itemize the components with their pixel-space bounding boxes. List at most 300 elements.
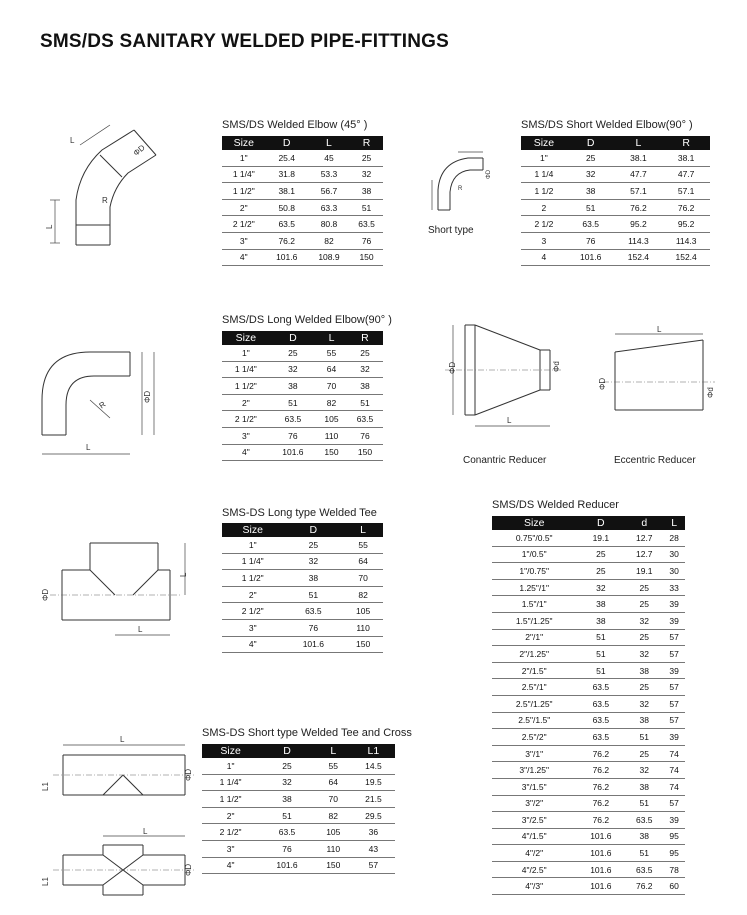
table-cell: 70 xyxy=(343,570,383,587)
table-cell: 38 xyxy=(576,596,625,613)
table-cell: 57 xyxy=(663,712,685,729)
table-cell: 32 xyxy=(284,553,344,570)
table-row xyxy=(492,563,685,580)
table-cell: 76.2 xyxy=(576,762,625,779)
long90-L-label: L xyxy=(86,443,91,452)
table-cell: 1" xyxy=(202,758,259,774)
table-cell: 110 xyxy=(343,619,383,636)
table-cell: 51 xyxy=(576,629,625,646)
table-cell: 63.5 xyxy=(350,216,383,233)
table-row xyxy=(222,636,383,653)
table-row xyxy=(222,570,383,587)
table-cell: 25.4 xyxy=(266,150,308,166)
table-cell: 63.5 xyxy=(347,411,383,428)
table-cell: 63.5 xyxy=(625,861,663,878)
table-cell: 95.2 xyxy=(662,216,710,233)
table-cell: 51 xyxy=(350,199,383,216)
table-title-short-tee: SMS-DS Short type Welded Tee and Cross xyxy=(202,727,412,739)
table-cell: 30 xyxy=(663,563,685,580)
table-row xyxy=(492,861,685,878)
table-cell: 150 xyxy=(315,857,352,874)
table-cell: 2 1/2" xyxy=(222,603,284,620)
table-row xyxy=(492,712,685,729)
table-cell: 38.1 xyxy=(266,183,308,200)
table-row xyxy=(222,537,383,553)
column-header: Size xyxy=(521,136,567,150)
table-cell: 2" xyxy=(202,807,259,824)
short-tee-table xyxy=(202,744,395,874)
concentric-L-label: L xyxy=(507,416,512,425)
table-header-row xyxy=(222,136,383,150)
table-cell: 1 1/4" xyxy=(202,774,259,791)
table-cell: 110 xyxy=(315,840,352,857)
table-row xyxy=(202,857,395,874)
table-row xyxy=(492,662,685,679)
table-cell: 38 xyxy=(567,183,615,200)
table-cell: 63.5 xyxy=(266,216,308,233)
elbow45-L-label: L xyxy=(45,224,54,229)
table-cell: 76 xyxy=(347,427,383,444)
table-row xyxy=(222,166,383,183)
table-cell: 19.1 xyxy=(576,530,625,546)
table-cell: 32 xyxy=(567,166,615,183)
table-cell: 76 xyxy=(567,232,615,249)
table-cell: 76.2 xyxy=(576,812,625,829)
table-cell: 55 xyxy=(316,345,347,361)
table-cell: 32 xyxy=(625,646,663,663)
table-cell: 1.5"/1" xyxy=(492,596,576,613)
table-cell: 32 xyxy=(625,695,663,712)
table-cell: 105 xyxy=(316,411,347,428)
table-cell: 53.3 xyxy=(308,166,350,183)
column-header: L xyxy=(308,136,350,150)
column-header: D xyxy=(270,331,316,345)
table-cell: 39 xyxy=(663,812,685,829)
table-row xyxy=(222,553,383,570)
table-cell: 51 xyxy=(625,795,663,812)
table-cell: 38 xyxy=(350,183,383,200)
table-cell: 1 1/4 xyxy=(521,166,567,183)
table-cell: 3 xyxy=(521,232,567,249)
table-header-row xyxy=(492,516,685,530)
table-cell: 1 1/2" xyxy=(222,570,284,587)
table-cell: 63.5 xyxy=(625,812,663,829)
table-row xyxy=(492,729,685,746)
table-cell: 82 xyxy=(315,807,352,824)
table-cell: 2"/1.25" xyxy=(492,646,576,663)
table-cell: 1.5"/1.25" xyxy=(492,612,576,629)
table-cell: 1" xyxy=(222,537,284,553)
table-cell: 1" xyxy=(222,345,270,361)
column-header: Size xyxy=(222,331,270,345)
table-cell: 51 xyxy=(567,199,615,216)
table-row xyxy=(521,166,710,183)
column-header: L xyxy=(615,136,663,150)
table-cell: 39 xyxy=(663,612,685,629)
table-cell: 1 1/2" xyxy=(222,378,270,395)
table-cell: 150 xyxy=(347,444,383,461)
table-cell: 3"/2" xyxy=(492,795,576,812)
table-cell: 76 xyxy=(284,619,344,636)
table-row xyxy=(492,878,685,895)
table-cell: 150 xyxy=(316,444,347,461)
table-cell: 2" xyxy=(222,199,266,216)
table-title-long-elbow-90: SMS/DS Long Welded Elbow(90° ) xyxy=(222,314,392,326)
column-header: D xyxy=(576,516,625,530)
column-header: d xyxy=(625,516,663,530)
table-cell: 76 xyxy=(259,840,315,857)
table-cell: 64 xyxy=(316,361,347,378)
concentric-D-label: ΦD xyxy=(448,361,457,374)
column-header: L xyxy=(316,331,347,345)
table-cell: 76.2 xyxy=(625,878,663,895)
table-cell: 51 xyxy=(270,394,316,411)
caption-short-type: Short type xyxy=(428,225,474,236)
table-cell: 3"/1.5" xyxy=(492,778,576,795)
column-header: D xyxy=(284,523,344,537)
table-row xyxy=(222,199,383,216)
table-cell: 38 xyxy=(270,378,316,395)
longtee-D-label: ΦD xyxy=(41,588,50,601)
table-cell: 63.5 xyxy=(576,712,625,729)
table-row xyxy=(492,612,685,629)
table-cell: 3"/1.25" xyxy=(492,762,576,779)
table-cell: 114.3 xyxy=(662,232,710,249)
table-cell: 47.7 xyxy=(615,166,663,183)
table-cell: 4" xyxy=(222,636,284,653)
table-cell: 76.2 xyxy=(266,232,308,249)
concentric-d-label: Φd xyxy=(552,361,561,372)
table-row xyxy=(492,845,685,862)
table-cell: 60 xyxy=(663,878,685,895)
table-cell: 101.6 xyxy=(576,845,625,862)
table-cell: 110 xyxy=(316,427,347,444)
table-cell: 3" xyxy=(202,840,259,857)
table-cell: 4" xyxy=(222,444,270,461)
column-header: Size xyxy=(492,516,576,530)
eccentric-d-label: Φd xyxy=(706,387,715,398)
short90-R-label: R xyxy=(458,186,463,192)
table-cell: 74 xyxy=(663,762,685,779)
table-row xyxy=(202,774,395,791)
table-cell: 51 xyxy=(347,394,383,411)
table-cell: 38.1 xyxy=(615,150,663,166)
table-cell: 4"/1.5" xyxy=(492,828,576,845)
table-title-long-tee: SMS-DS Long type Welded Tee xyxy=(222,507,377,519)
table-cell: 76.2 xyxy=(662,199,710,216)
table-cell: 95 xyxy=(663,845,685,862)
table-cell: 101.6 xyxy=(266,249,308,266)
table-row xyxy=(222,378,383,395)
table-cell: 76.2 xyxy=(615,199,663,216)
table-cell: 2 1/2" xyxy=(222,216,266,233)
table-cell: 4"/2" xyxy=(492,845,576,862)
table-cell: 63.5 xyxy=(567,216,615,233)
table-cell: 32 xyxy=(576,579,625,596)
column-header: R xyxy=(347,331,383,345)
table-cell: 82 xyxy=(316,394,347,411)
table-cell: 55 xyxy=(315,758,352,774)
table-cell: 63.5 xyxy=(284,603,344,620)
table-cell: 25 xyxy=(625,579,663,596)
table-cell: 14.5 xyxy=(352,758,395,774)
table-row xyxy=(521,183,710,200)
table-cell: 38 xyxy=(576,612,625,629)
table-title-reducer: SMS/DS Welded Reducer xyxy=(492,499,619,511)
table-cell: 64 xyxy=(315,774,352,791)
table-cell: 51 xyxy=(576,646,625,663)
table-row xyxy=(222,232,383,249)
table-cell: 2" xyxy=(222,586,284,603)
column-header: L xyxy=(663,516,685,530)
elbow45-R-label: R xyxy=(102,196,108,205)
reducer-table xyxy=(492,516,685,895)
table-cell: 95.2 xyxy=(615,216,663,233)
shorttee-L1-label: L1 xyxy=(41,782,50,791)
table-row xyxy=(492,596,685,613)
column-header: R xyxy=(350,136,383,150)
table-row xyxy=(222,619,383,636)
column-header: Size xyxy=(222,136,266,150)
table-row xyxy=(492,646,685,663)
table-cell: 25 xyxy=(259,758,315,774)
table-cell: 2" xyxy=(222,394,270,411)
table-cell: 70 xyxy=(316,378,347,395)
table-row xyxy=(492,546,685,563)
table-cell: 0.75"/0.5" xyxy=(492,530,576,546)
table-cell: 38 xyxy=(284,570,344,587)
table-cell: 25 xyxy=(625,745,663,762)
table-cell: 4"/2.5" xyxy=(492,861,576,878)
table-cell: 108.9 xyxy=(308,249,350,266)
table-cell: 2"/1" xyxy=(492,629,576,646)
table-cell: 1 1/2 xyxy=(521,183,567,200)
table-cell: 2 xyxy=(521,199,567,216)
table-cell: 57 xyxy=(352,857,395,874)
table-cell: 63.5 xyxy=(576,729,625,746)
long-tee-drawing xyxy=(40,535,195,640)
elbow45-D-label: ΦD xyxy=(131,143,147,158)
table-cell: 152.4 xyxy=(615,249,663,266)
table-cell: 30 xyxy=(663,546,685,563)
concentric-reducer-drawing xyxy=(445,320,565,435)
table-header-row xyxy=(202,744,395,758)
table-cell: 25 xyxy=(625,679,663,696)
table-row xyxy=(222,603,383,620)
table-cell: 101.6 xyxy=(576,861,625,878)
table-cell: 57 xyxy=(663,629,685,646)
table-cell: 32 xyxy=(625,612,663,629)
table-cell: 2.5"/1.25" xyxy=(492,695,576,712)
table-cell: 25 xyxy=(567,150,615,166)
table-row xyxy=(492,745,685,762)
table-cell: 51 xyxy=(625,845,663,862)
table-cell: 70 xyxy=(315,791,352,808)
table-cell: 38 xyxy=(347,378,383,395)
table-cell: 2.5"/1" xyxy=(492,679,576,696)
table-cell: 21.5 xyxy=(352,791,395,808)
eccentric-L-label: L xyxy=(657,325,662,334)
table-cell: 19.5 xyxy=(352,774,395,791)
longtee-L-label: L xyxy=(179,572,188,577)
table-cell: 101.6 xyxy=(259,857,315,874)
long-tee-table xyxy=(222,523,383,653)
table-row xyxy=(202,791,395,808)
table-row xyxy=(222,345,383,361)
table-cell: 25 xyxy=(350,150,383,166)
short-tee-drawing xyxy=(35,735,195,805)
table-cell: 63.5 xyxy=(259,824,315,841)
table-cell: 1 1/2" xyxy=(202,791,259,808)
table-cell: 150 xyxy=(343,636,383,653)
cross-drawing xyxy=(35,827,195,900)
table-cell: 1" xyxy=(521,150,567,166)
table-cell: 2 1/2 xyxy=(521,216,567,233)
table-cell: 95 xyxy=(663,828,685,845)
column-header: R xyxy=(662,136,710,150)
long-elbow-90-drawing xyxy=(30,340,170,460)
table-cell: 57.1 xyxy=(662,183,710,200)
shorttee-L-label: L xyxy=(120,735,125,744)
table-cell: 63.5 xyxy=(576,679,625,696)
table-cell: 63.3 xyxy=(308,199,350,216)
table-cell: 74 xyxy=(663,745,685,762)
table-cell: 101.6 xyxy=(270,444,316,461)
long-elbow-90-table xyxy=(222,331,383,461)
table-cell: 76.2 xyxy=(576,745,625,762)
table-cell: 114.3 xyxy=(615,232,663,249)
table-cell: 4" xyxy=(222,249,266,266)
table-cell: 2.5"/2" xyxy=(492,729,576,746)
table-row xyxy=(521,199,710,216)
table-cell: 32 xyxy=(350,166,383,183)
table-row xyxy=(222,394,383,411)
table-cell: 101.6 xyxy=(576,828,625,845)
table-cell: 76.2 xyxy=(576,795,625,812)
table-row xyxy=(492,695,685,712)
long90-R-label: R xyxy=(97,399,108,411)
table-cell: 38 xyxy=(625,662,663,679)
table-cell: 36 xyxy=(352,824,395,841)
table-cell: 150 xyxy=(350,249,383,266)
cross-L-label: L xyxy=(143,827,148,836)
table-cell: 64 xyxy=(343,553,383,570)
table-row xyxy=(202,807,395,824)
table-cell: 152.4 xyxy=(662,249,710,266)
table-cell: 1"/0.75" xyxy=(492,563,576,580)
caption-eccentric-reducer: Eccentric Reducer xyxy=(614,455,696,466)
table-cell: 32 xyxy=(270,361,316,378)
table-row xyxy=(492,778,685,795)
table-row xyxy=(492,530,685,546)
caption-concentric-reducer: Conantric Reducer xyxy=(463,455,547,466)
table-row xyxy=(492,828,685,845)
table-cell: 57 xyxy=(663,679,685,696)
table-row xyxy=(202,840,395,857)
table-cell: 105 xyxy=(343,603,383,620)
short90-D-label: ΦD xyxy=(486,169,492,179)
table-cell: 76.2 xyxy=(576,778,625,795)
table-cell: 38 xyxy=(625,828,663,845)
table-cell: 76 xyxy=(270,427,316,444)
table-cell: 28 xyxy=(663,530,685,546)
table-cell: 51 xyxy=(625,729,663,746)
table-cell: 76 xyxy=(350,232,383,249)
table-cell: 56.7 xyxy=(308,183,350,200)
table-cell: 2 1/2" xyxy=(222,411,270,428)
shorttee-D-label: ΦD xyxy=(184,768,193,781)
table-cell: 39 xyxy=(663,662,685,679)
table-cell: 32 xyxy=(625,762,663,779)
table-cell: 4 xyxy=(521,249,567,266)
table-cell: 78 xyxy=(663,861,685,878)
table-cell: 25 xyxy=(576,546,625,563)
column-header: L1 xyxy=(352,744,395,758)
table-cell: 25 xyxy=(270,345,316,361)
table-cell: 63.5 xyxy=(270,411,316,428)
table-cell: 101.6 xyxy=(576,878,625,895)
table-cell: 19.1 xyxy=(625,563,663,580)
column-header: L xyxy=(343,523,383,537)
table-row xyxy=(222,444,383,461)
short-elbow-90-table xyxy=(521,136,710,266)
table-cell: 51 xyxy=(576,662,625,679)
table-cell: 39 xyxy=(663,729,685,746)
table-row xyxy=(202,824,395,841)
table-row xyxy=(492,679,685,696)
table-row xyxy=(222,361,383,378)
elbow-45-drawing xyxy=(40,125,170,255)
table-cell: 1 1/4" xyxy=(222,166,266,183)
table-cell: 55 xyxy=(343,537,383,553)
eccentric-D-label: ΦD xyxy=(598,377,607,390)
column-header: D xyxy=(259,744,315,758)
column-header: L xyxy=(315,744,352,758)
table-row xyxy=(222,411,383,428)
table-cell: 39 xyxy=(663,596,685,613)
page-title: SMS/DS SANITARY WELDED PIPE-FITTINGS xyxy=(40,31,450,52)
table-cell: 33 xyxy=(663,579,685,596)
table-cell: 3"/1" xyxy=(492,745,576,762)
longtee-L2-label: L xyxy=(138,625,143,634)
short-elbow-90-drawing xyxy=(428,150,493,220)
table-cell: 32 xyxy=(347,361,383,378)
table-cell: 1 1/4" xyxy=(222,361,270,378)
table-cell: 101.6 xyxy=(284,636,344,653)
column-header: Size xyxy=(202,744,259,758)
table-cell: 3" xyxy=(222,619,284,636)
table-cell: 57.1 xyxy=(615,183,663,200)
table-row xyxy=(521,150,710,166)
column-header: Size xyxy=(222,523,284,537)
table-row xyxy=(202,758,395,774)
table-cell: 57 xyxy=(663,695,685,712)
table-cell: 4" xyxy=(202,857,259,874)
table-title-elbow-45: SMS/DS Welded Elbow (45° ) xyxy=(222,119,368,131)
table-cell: 47.7 xyxy=(662,166,710,183)
table-row xyxy=(521,232,710,249)
table-row xyxy=(492,629,685,646)
table-cell: 43 xyxy=(352,840,395,857)
table-row xyxy=(492,762,685,779)
table-row xyxy=(521,216,710,233)
table-cell: 51 xyxy=(259,807,315,824)
eccentric-reducer-drawing xyxy=(595,325,720,430)
table-cell: 38 xyxy=(625,712,663,729)
table-row xyxy=(222,183,383,200)
table-cell: 74 xyxy=(663,778,685,795)
table-row xyxy=(492,812,685,829)
